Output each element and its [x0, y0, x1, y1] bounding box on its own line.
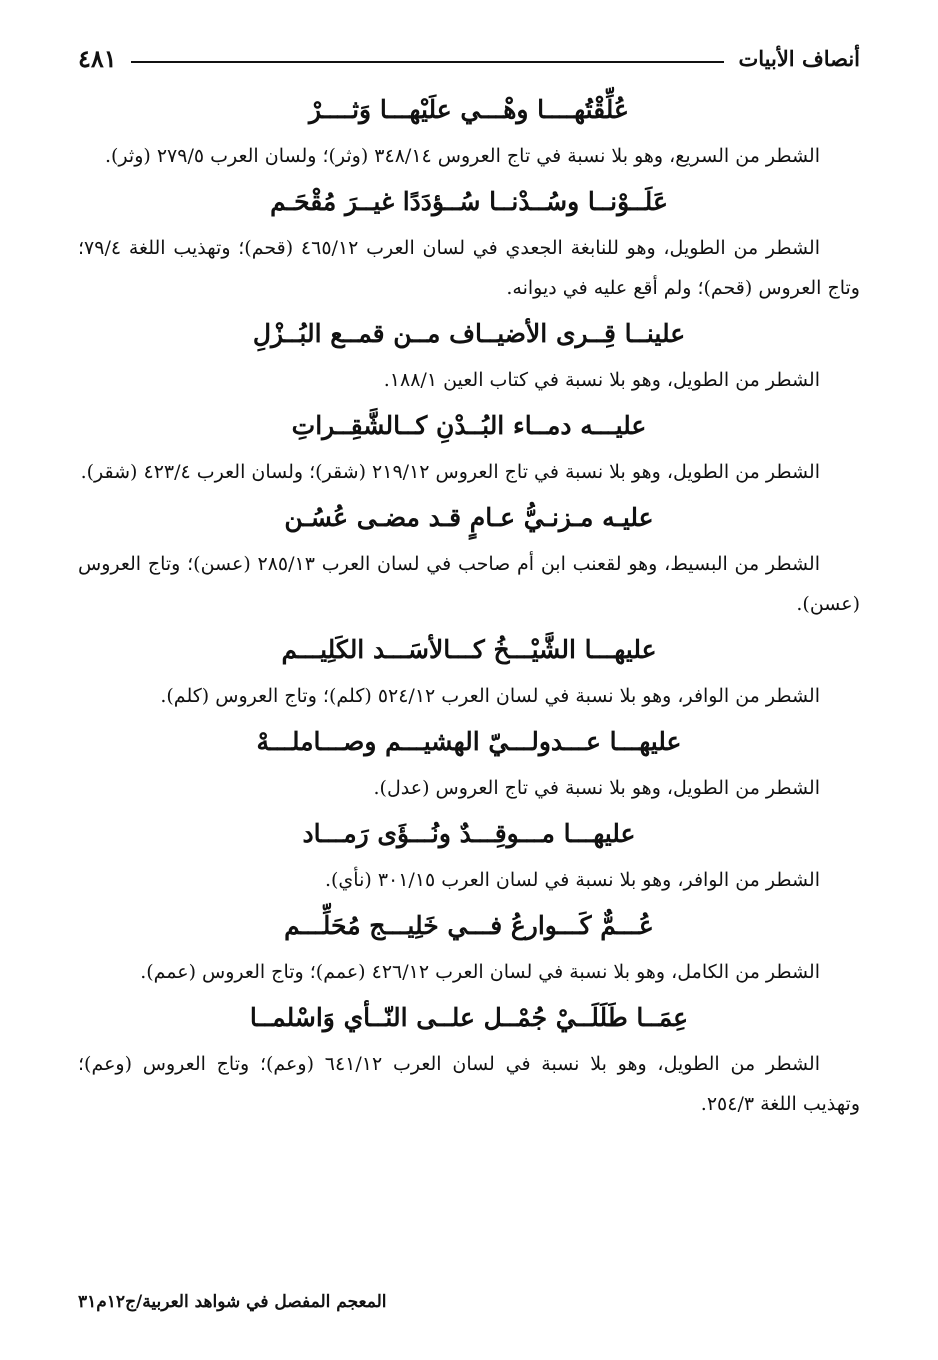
- entry-1: [78, 88, 860, 176]
- footer-signature: المعجم المفصل في شواهد العربية/ج١٢م٣١: [78, 1292, 387, 1312]
- verse-line: عَلَــوْنــا وسُــدْنــا سُــؤدَدًا غيــرَ مُقْحَـم: [270, 187, 668, 216]
- verse-note: الشطر من الكامل، وهو بلا نسبة في لسان العرب ٤٢٦/١٢ (عمم)؛ وتاج العروس (عمم).: [140, 961, 820, 983]
- verse-line: عُلِّقْتُهــــا وهْـــي علَيْهـــا وَثــــرْ: [309, 95, 629, 124]
- verse-note: الشطر من البسيط، وهو لقعنب ابن أم صاحب في لسان العرب ٢٨٥/١٣ (عسن)؛ وتاج العروس (عسن).: [78, 553, 860, 615]
- verse-note: الشطر من الطويل، وهو بلا نسبة في تاج العروس ٢١٩/١٢ (شقر)؛ ولسان العرب ٤٢٣/٤ (شقر).: [80, 461, 820, 483]
- verse-note: الشطر من الطويل، وهو بلا نسبة في تاج العروس (عدل).: [373, 777, 820, 799]
- entry-4: [78, 404, 860, 492]
- verse-note: الشطر من السريع، وهو بلا نسبة في تاج العروس ٣٤٨/١٤ (وثر)؛ ولسان العرب ٢٧٩/٥ (وثر).: [104, 145, 820, 167]
- verse-line: عليهـــا الشَّيْـــخُ كـــالأسَـــد الكَلِيـــم: [281, 635, 657, 664]
- verse-line: عليـــه دمــاء البُــدْنِ كــالشَّقِــراتِ: [291, 411, 647, 440]
- header-rule: [131, 61, 725, 63]
- verse-note: الشطر من الطويل، وهو للنابغة الجعدي في لسان العرب ٤٦٥/١٢ (قحم)؛ وتهذيب اللغة ٧٩/٤؛ وتاج العروس (قحم)؛ ولم أقع عليه في ديوانه.: [78, 237, 860, 299]
- verse-note: الشطر من الوافر، وهو بلا نسبة في لسان العرب ٥٢٤/١٢ (كلم)؛ وتاج العروس (كلم).: [160, 685, 820, 707]
- page-header: [78, 38, 860, 78]
- entry-3: [78, 312, 860, 400]
- verse-line: عليهـــا عـــدولـــيّ الهشيـــم وصـــاملـــهْ: [256, 727, 682, 756]
- verse-note: الشطر من الطويل، وهو بلا نسبة في كتاب العين ١٨٨/١.: [383, 369, 820, 391]
- entry-10: [78, 996, 860, 1124]
- verse-line: عُـــمٌّ كَـــوارعُ فـــي خَلِيـــج مُحَلِّـــم: [284, 911, 654, 940]
- entry-5: [78, 496, 860, 624]
- entry-2: [78, 180, 860, 308]
- verse-note: الشطر من الطويل، وهو بلا نسبة في لسان العرب ٦٤١/١٢ (وعم)؛ وتاج العروس (وعم)؛ وتهذيب اللغة ٢٥٤/٣.: [78, 1053, 860, 1115]
- verse-note: الشطر من الوافر، وهو بلا نسبة في لسان العرب ٣٠١/١٥ (نأي).: [324, 869, 820, 891]
- verse-line: عليهـــا مـــوقِـــدٌ ونُـــؤَى رَمـــاد: [302, 819, 636, 848]
- entry-8: [78, 812, 860, 900]
- running-title: أنصاف الأبيات: [738, 45, 860, 71]
- verse-line: عليـه مـزنـيُّ عـامٍ قـد مضـى عُسُـن: [284, 503, 654, 532]
- entry-7: [78, 720, 860, 808]
- entry-9: [78, 904, 860, 992]
- verse-line: عِمَــا طَلَلَــيْ جُمْــل علــى النّــأي وَاسْلمــا: [249, 1003, 689, 1032]
- entries-list: [78, 88, 860, 1128]
- page-footer: [78, 1292, 860, 1322]
- entry-6: [78, 628, 860, 716]
- verse-line: علينــا قِــرى الأضيــاف مــن قمــع البُــزْلِ: [252, 319, 686, 348]
- page-number: ٤٨١: [78, 43, 117, 73]
